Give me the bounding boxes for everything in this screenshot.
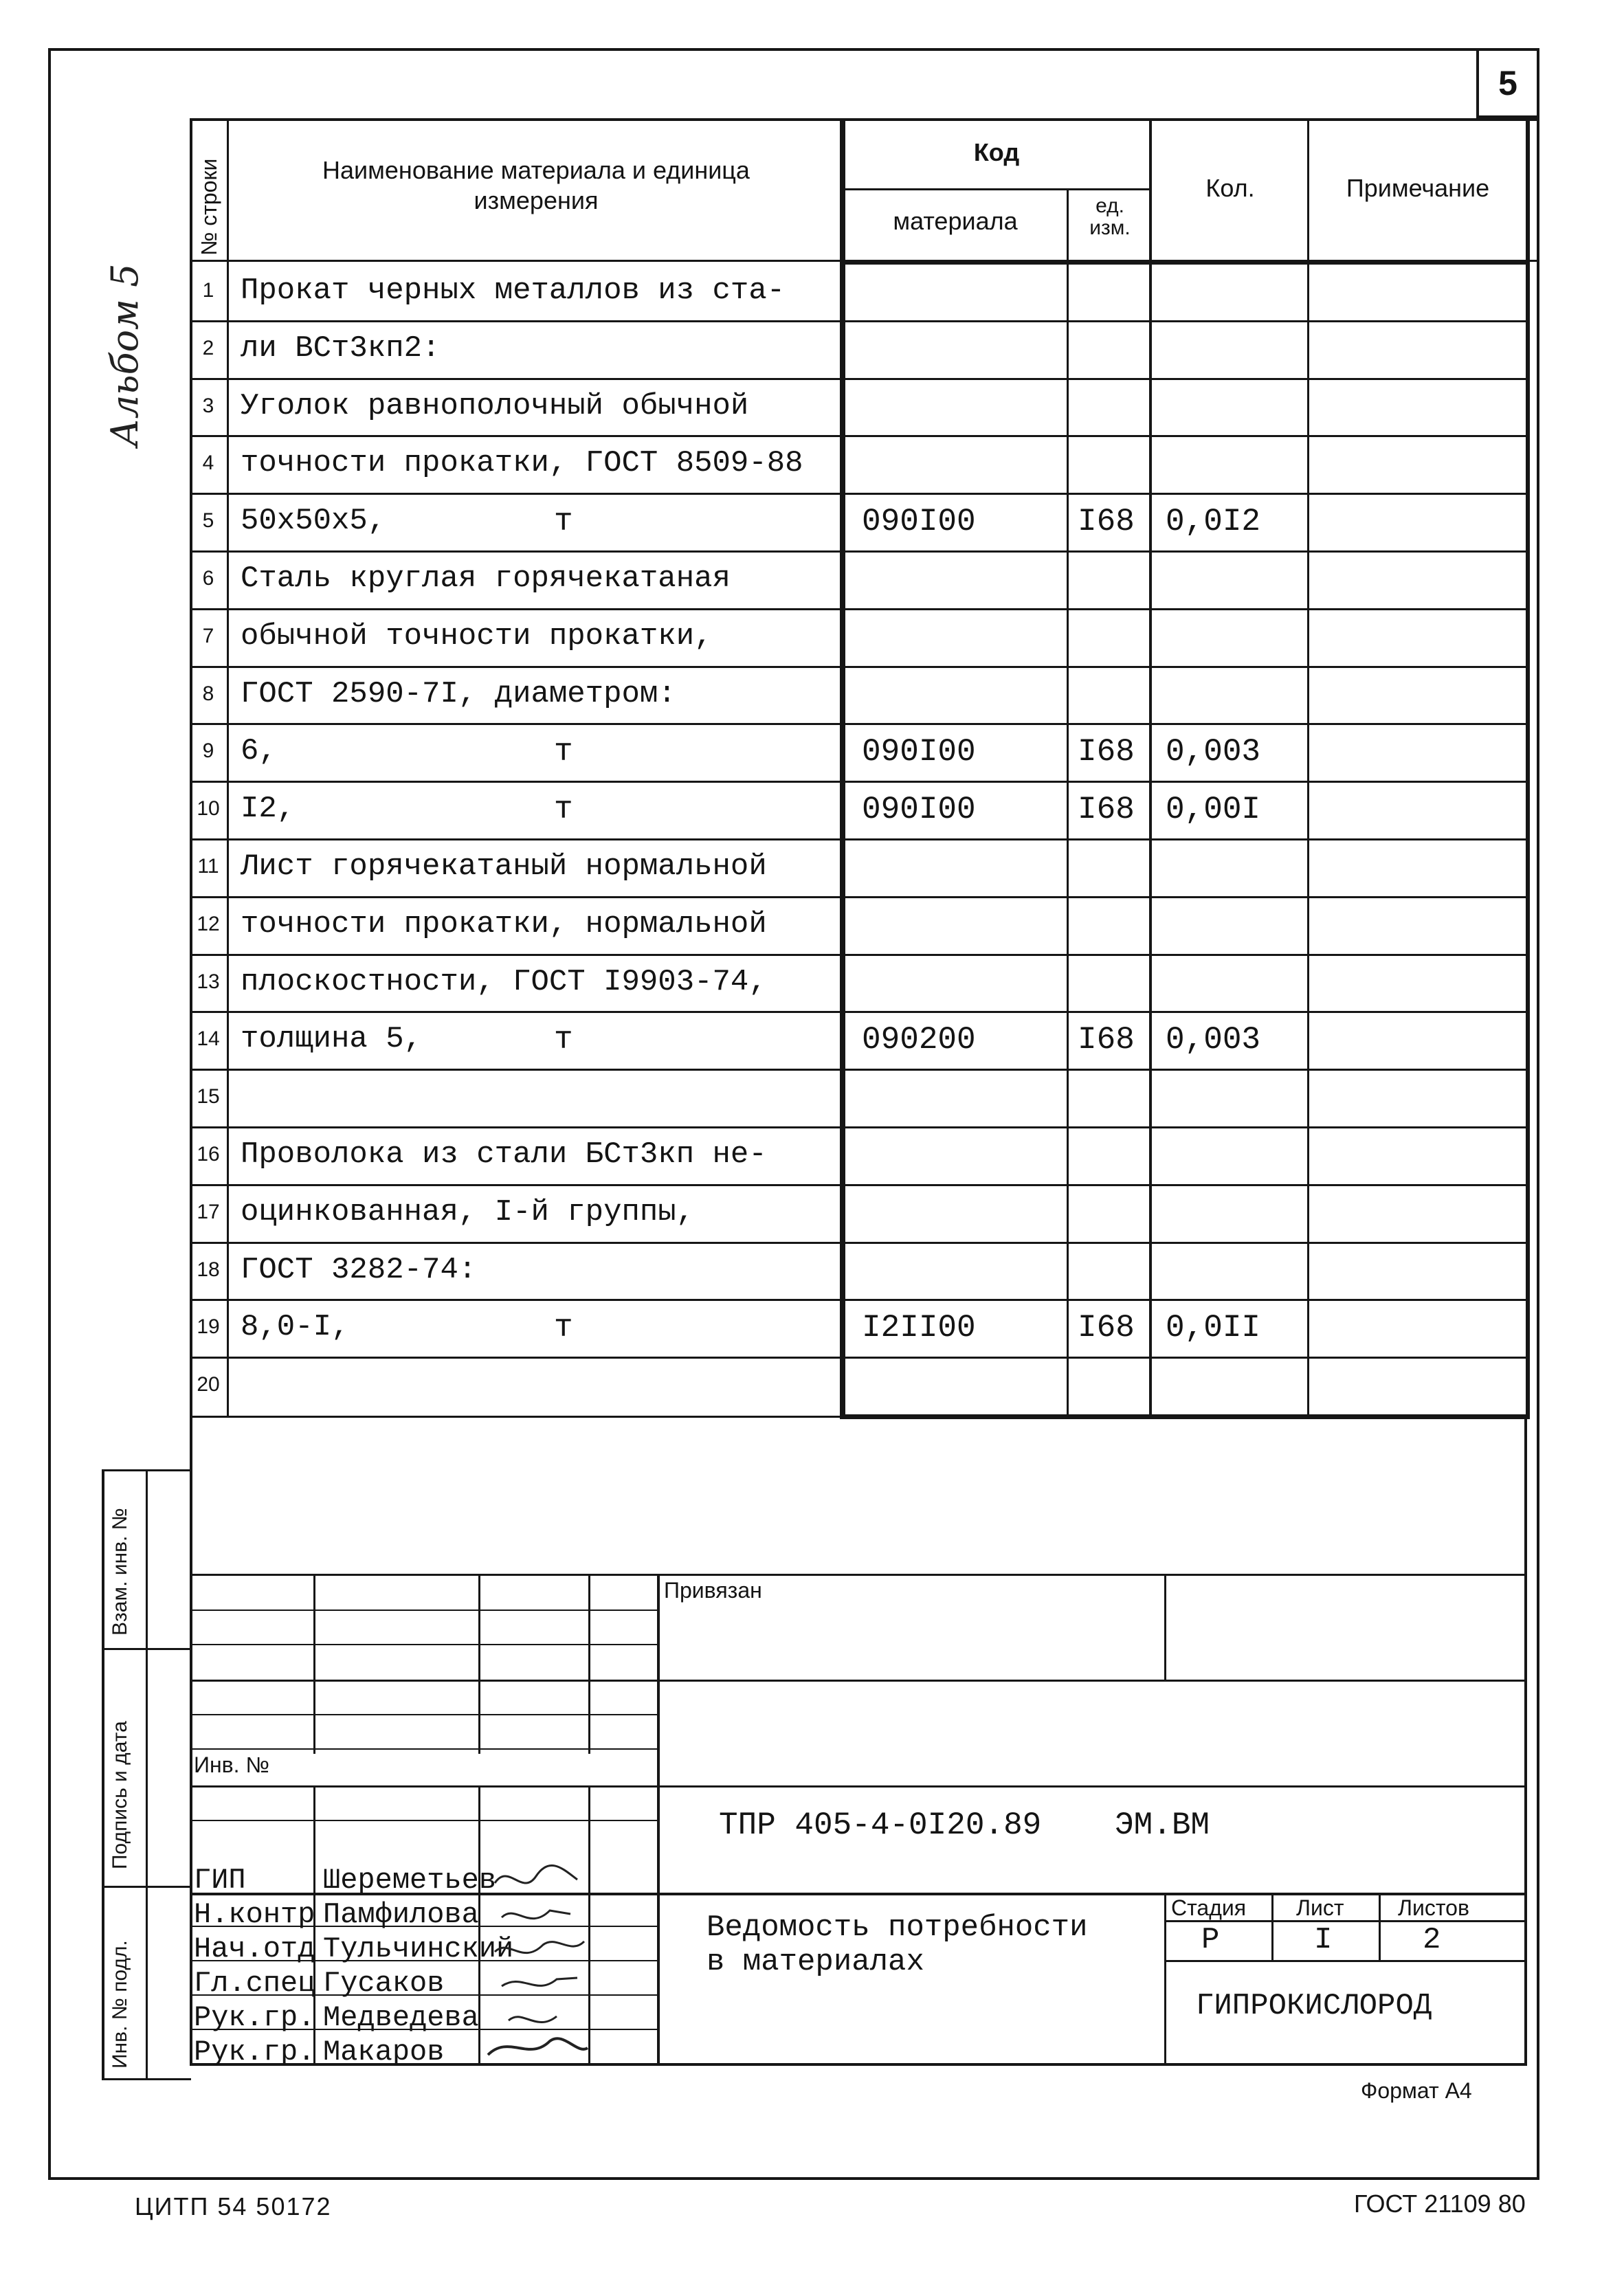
album-label: Альбом 5	[103, 263, 146, 447]
stamp-div2	[102, 1886, 191, 1888]
tb-stage-h2	[1164, 1960, 1527, 1962]
row-unit-mark: т	[554, 504, 573, 539]
tb-v2	[478, 1574, 480, 1754]
row-separator	[190, 1299, 1527, 1301]
header-row-no: № строки	[197, 158, 221, 256]
row-number: 2	[202, 337, 214, 359]
row-separator	[190, 435, 1527, 437]
row-number: 8	[202, 682, 214, 705]
header-code-unit: ед. изм.	[1089, 194, 1131, 239]
signatory-role: ГИП	[194, 1864, 246, 1897]
row-description: Проволока из стали БСт3кп не-	[241, 1137, 767, 1172]
frame-right	[1537, 48, 1539, 2179]
row-description: Лист горячекатаный нормальной	[241, 849, 767, 884]
sheets-value: 2	[1423, 1923, 1441, 1957]
row-number: 5	[202, 509, 214, 532]
footer-left: ЦИТП 54 50172	[135, 2192, 332, 2220]
row-description: обычной точности прокатки,	[241, 619, 713, 654]
row-description: ГОСТ 3282-74:	[241, 1253, 477, 1287]
row-quantity: 0,0I2	[1166, 504, 1261, 539]
row-unit-mark: т	[554, 792, 573, 827]
col-right	[1526, 118, 1530, 1417]
signatory-role: Рук.гр.	[194, 2001, 315, 2034]
signatory-role: Гл.спец	[194, 1967, 315, 2000]
row-separator	[190, 378, 1527, 380]
label-stage: Стадия	[1171, 1895, 1247, 1920]
row-description: Уголок равнополочный обычной	[241, 389, 749, 423]
row-number: 15	[197, 1085, 220, 1108]
frame-left	[48, 48, 51, 2179]
tb-v5	[1164, 1574, 1166, 1680]
tb-h-top	[190, 1574, 1527, 1576]
row-unit-code: I68	[1078, 734, 1135, 770]
tb-v-left	[190, 1416, 192, 2066]
row-description: плоскостности, ГОСТ I9903-74,	[241, 965, 767, 999]
label-sheets: Листов	[1398, 1895, 1469, 1920]
row-number: 7	[202, 625, 214, 647]
row-unit-code: I68	[1078, 504, 1135, 539]
doc-code: ТПР 405-4-0I20.89	[719, 1807, 1042, 1843]
signatory-name: Тульчинский	[323, 1933, 514, 1965]
header-code-material: материала	[893, 207, 1018, 235]
row-separator	[190, 1357, 1527, 1359]
col-rownum	[227, 118, 229, 1417]
row-separator	[190, 608, 1527, 610]
row-material-code: 090200	[862, 1022, 976, 1058]
stamp-div1	[102, 1648, 191, 1650]
header-name: Наименование материала и единица измерения	[322, 156, 750, 214]
format-label: Формат А4	[1361, 2078, 1472, 2103]
label-podpis-data: Подпись и дата	[109, 1721, 131, 1869]
row-separator	[190, 838, 1527, 840]
label-sheet: Лист	[1296, 1895, 1344, 1920]
label-inv-podl: Инв. № подл.	[109, 1940, 131, 2069]
stage-value: Р	[1201, 1923, 1220, 1957]
col-unit	[1067, 188, 1069, 1417]
doc-title-line2: в материалах	[707, 1945, 924, 1979]
tb-v6	[1164, 1893, 1166, 2066]
header-code: Код	[973, 138, 1020, 166]
row-unit-code: I68	[1078, 1310, 1135, 1346]
row-description: ли ВСт3кп2:	[241, 331, 441, 366]
row-quantity: 0,00I	[1166, 792, 1261, 827]
signatory-name: Памфилова	[323, 1898, 479, 1931]
signatory-name: Гусаков	[323, 1967, 445, 2000]
row-description: I2,	[241, 792, 296, 826]
row-description: ГОСТ 2590-7I, диаметром:	[241, 677, 676, 711]
row-separator	[190, 1011, 1527, 1013]
label-inv-no: Инв. №	[194, 1752, 269, 1777]
row-unit-mark: т	[554, 1022, 573, 1058]
stamp-left	[102, 1469, 104, 2080]
row-number: 9	[202, 739, 214, 762]
organization: ГИПРОКИСЛОРОД	[1196, 1989, 1432, 2023]
row-material-code: 090I00	[862, 792, 976, 827]
bold-bottom	[840, 1414, 1530, 1419]
row-material-code: I2II00	[862, 1310, 976, 1346]
row-unit-code: I68	[1078, 1022, 1135, 1058]
row-separator	[190, 781, 1527, 783]
row-unit-mark: т	[554, 1310, 573, 1346]
row-number: 20	[197, 1373, 220, 1396]
row-description: оцинкованная, I-й группы,	[241, 1195, 695, 1229]
row-separator	[190, 1069, 1527, 1071]
tb-v4	[657, 1574, 660, 2066]
row-number: 11	[197, 855, 219, 878]
tb-v8	[1379, 1893, 1381, 1961]
row-number: 19	[197, 1315, 220, 1338]
row-separator	[190, 550, 1527, 553]
row-number: 3	[202, 394, 214, 417]
row-separator	[190, 320, 1527, 322]
doc-title-line1: Ведомость потребности	[707, 1911, 1088, 1945]
row-separator	[190, 1184, 1527, 1186]
row-description: 8,0-I,	[241, 1310, 350, 1344]
row-quantity: 0,0II	[1166, 1310, 1261, 1346]
row-number: 6	[202, 567, 214, 590]
doc-suffix: ЭМ.ВМ	[1115, 1807, 1210, 1843]
row-number: 12	[197, 913, 220, 935]
tb-v-right	[1524, 1416, 1527, 2066]
row-number: 18	[197, 1258, 220, 1281]
tb-v1	[313, 1574, 315, 1754]
row-separator	[190, 493, 1527, 495]
col-qty	[1149, 118, 1152, 1417]
footer-right: ГОСТ 21109 80	[1354, 2190, 1526, 2218]
tb-v7	[1271, 1893, 1273, 1961]
row-unit-mark: т	[554, 734, 573, 770]
signatory-role: Н.контр	[194, 1898, 315, 1931]
row-number: 17	[197, 1201, 220, 1223]
row-separator	[190, 723, 1527, 725]
row-quantity: 0,003	[1166, 1022, 1261, 1058]
frame-bottom	[48, 2177, 1539, 2180]
stamp-top	[102, 1469, 191, 1471]
sheet-value: I	[1314, 1923, 1333, 1957]
signatures-graphic	[481, 1856, 591, 2069]
header-note: Примечание	[1346, 174, 1490, 202]
row-material-code: 090I00	[862, 734, 976, 770]
row-number: 10	[197, 797, 220, 820]
col-code	[840, 118, 845, 1417]
row-description: Прокат черных металлов из ста-	[241, 274, 786, 308]
row-number: 13	[197, 970, 220, 993]
row-separator	[190, 954, 1527, 956]
header-qty: Кол.	[1205, 174, 1255, 202]
label-privyazan: Привязан	[664, 1578, 762, 1603]
row-quantity: 0,003	[1166, 734, 1261, 770]
col-note	[1307, 118, 1309, 1417]
row-separator	[190, 896, 1527, 898]
signatory-name: Медведева	[323, 2001, 479, 2034]
row-separator	[190, 1126, 1527, 1128]
label-vzam-inv: Взам. инв. №	[109, 1508, 131, 1636]
row-number: 1	[202, 279, 214, 302]
tb-h3	[190, 1680, 1527, 1682]
signatory-role: Нач.отд	[194, 1933, 315, 1965]
row-unit-code: I68	[1078, 792, 1135, 827]
code-split	[843, 188, 1152, 190]
row-material-code: 090I00	[862, 504, 976, 539]
stamp-mid	[146, 1469, 148, 2080]
row-number: 4	[202, 452, 214, 474]
bold-top	[840, 260, 1530, 265]
frame-top	[49, 48, 1539, 51]
signatory-name: Шереметьев	[323, 1864, 497, 1897]
row-description: 6,	[241, 734, 277, 768]
row-separator	[190, 666, 1527, 668]
row-description: 50х50х5,	[241, 504, 386, 538]
row-number: 16	[197, 1143, 220, 1166]
row-number: 14	[197, 1027, 220, 1050]
row-description: толщина 5,	[241, 1022, 423, 1056]
signatory-role: Рук.гр.	[194, 2036, 315, 2069]
row-separator	[190, 1242, 1527, 1244]
row-description: Сталь круглая горячекатаная	[241, 561, 731, 596]
signatory-name: Макаров	[323, 2036, 445, 2069]
page-number: 5	[1498, 64, 1517, 102]
tb-v3	[588, 1574, 590, 1754]
table-top	[190, 118, 1537, 121]
row-description: точности прокатки, ГОСТ 8509-88	[241, 446, 803, 480]
tb-h6	[190, 1785, 1527, 1787]
row-description: точности прокатки, нормальной	[241, 907, 767, 942]
table-bottom	[190, 1416, 843, 1418]
stamp-bottom	[102, 2078, 191, 2080]
